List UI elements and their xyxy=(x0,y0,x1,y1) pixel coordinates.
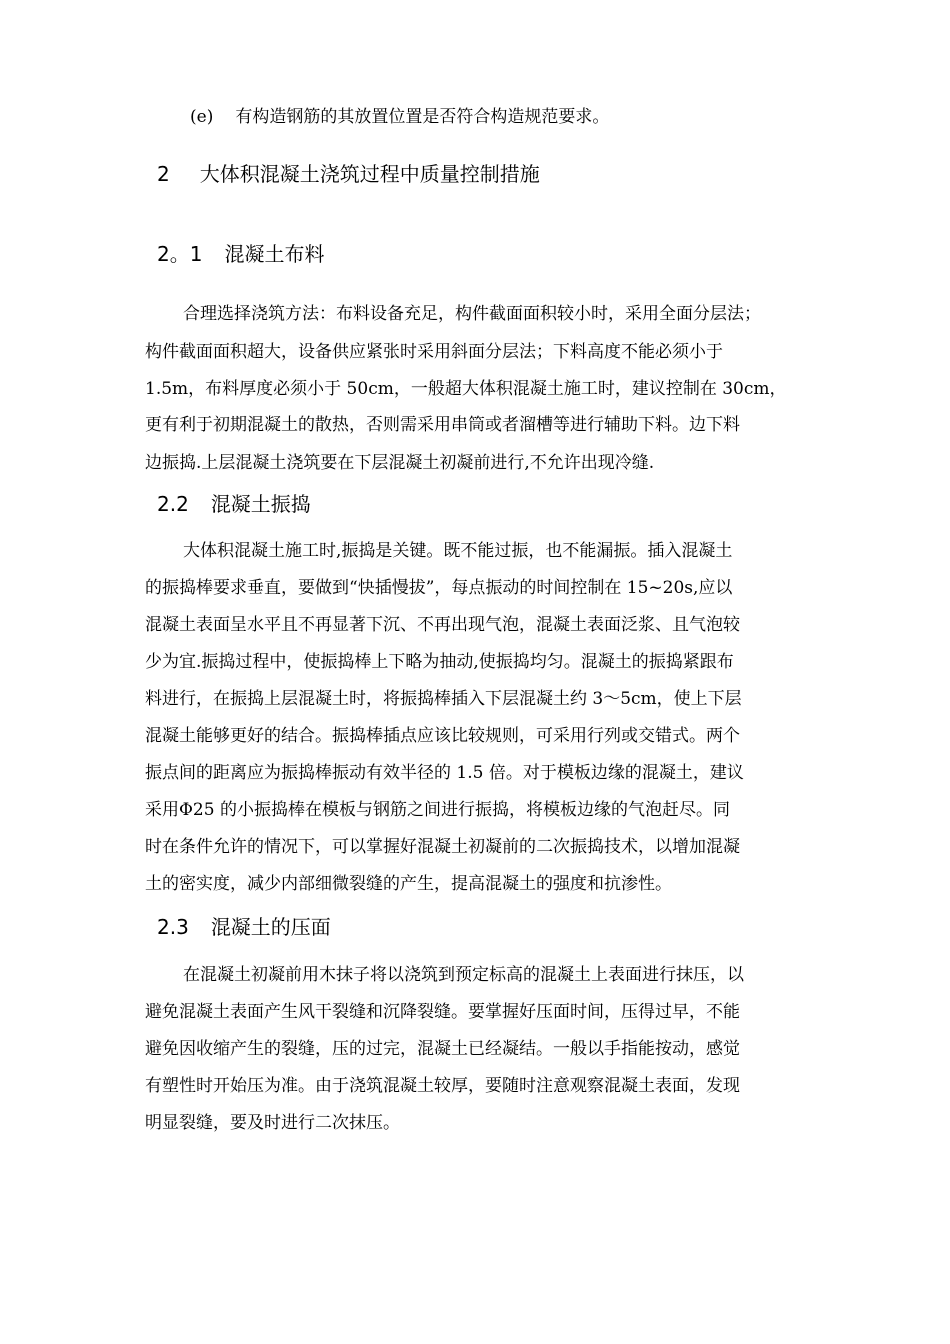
paragraph-line: 避免因收缩产生的裂缝，压的过完，混凝土已经凝结。一般以手指能按动，感觉 xyxy=(145,1039,740,1059)
paragraph-line: 避免混凝土表面产生风干裂缝和沉降裂缝。要掌握好压面时间，压得过早，不能 xyxy=(145,1002,740,1022)
paragraph-line: 1.5m，布料厚度必须小于 50cm，一般超大体积混凝土施工时，建议控制在 30cm， xyxy=(145,379,787,399)
paragraph-line: 有塑性时开始压为准。由于浇筑混凝土较厚，要随时注意观察混凝土表面，发现 xyxy=(145,1076,740,1096)
paragraph-line: 在混凝土初凝前用木抹子将以浇筑到预定标高的混凝土上表面进行抹压，以 xyxy=(183,965,744,985)
paragraph-line: 合理选择浇筑方法：布料设备充足，构件截面面积较小时，采用全面分层法； xyxy=(183,304,761,324)
list-item-e xyxy=(190,106,609,128)
paragraph-line: 的振捣棒要求垂直，要做到“快插慢拔”，每点振动的时间控制在 15~20s,应以 xyxy=(145,578,733,598)
section-title: 大体积混凝土浇筑过程中质量控制措施 xyxy=(199,162,540,186)
list-item-text: 有构造钢筋的其放置位置是否符合构造规范要求。 xyxy=(235,107,610,127)
paragraph-line: 更有利于初期混凝土的散热，否则需采用串筒或者溜槽等进行辅助下料。边下料 xyxy=(145,415,740,435)
subsection-title: 混凝土振捣 xyxy=(210,492,311,516)
subsection-number: 2.3 xyxy=(157,915,189,939)
subsection-heading-2-2 xyxy=(157,491,311,517)
paragraph-line: 振点间的距离应为振捣棒振动有效半径的 1.5 倍。对于模板边缘的混凝土，建议 xyxy=(145,763,744,783)
paragraph-line: 明显裂缝，要及时进行二次抹压。 xyxy=(145,1113,400,1133)
subsection-title: 混凝土的压面 xyxy=(210,915,331,939)
paragraph-line: 大体积混凝土施工时,振捣是关键。既不能过振，也不能漏振。插入混凝土 xyxy=(183,541,733,561)
paragraph-line: 构件截面面积超大，设备供应紧张时采用斜面分层法；下料高度不能必须小于 xyxy=(145,342,723,362)
subsection-number: 2.2 xyxy=(157,492,189,516)
paragraph-line: 时在条件允许的情况下，可以掌握好混凝土初凝前的二次振捣技术，以增加混凝 xyxy=(145,837,740,857)
subsection-number: 2。1 xyxy=(157,242,203,266)
subsection-heading-2-1 xyxy=(157,241,324,267)
section-heading-2 xyxy=(157,161,540,187)
subsection-title: 混凝土布料 xyxy=(224,242,325,266)
paragraph-line: 混凝土表面呈水平且不再显著下沉、不再出现气泡，混凝土表面泛浆、且气泡较 xyxy=(145,615,740,635)
paragraph-line: 混凝土能够更好的结合。振捣棒插点应该比较规则，可采用行列或交错式。两个 xyxy=(145,726,740,746)
paragraph-line: 边振捣.上层混凝土浇筑要在下层混凝土初凝前进行,不允许出现冷缝. xyxy=(145,453,655,473)
paragraph-line: 采用Φ25 的小振捣棒在模板与钢筋之间进行振捣，将模板边缘的气泡赶尽。同 xyxy=(145,800,730,820)
list-marker: (e) xyxy=(190,107,214,127)
section-number: 2 xyxy=(157,162,170,186)
paragraph-line: 少为宜.振捣过程中，使振捣棒上下略为抽动,使振捣均匀。混凝土的振捣紧跟布 xyxy=(145,652,734,672)
subsection-heading-2-3 xyxy=(157,914,331,940)
paragraph-line: 料进行，在振捣上层混凝土时，将振捣棒插入下层混凝土约 3～5cm，使上下层 xyxy=(145,689,742,709)
paragraph-line: 土的密实度，减少内部细微裂缝的产生，提高混凝土的强度和抗渗性。 xyxy=(145,874,672,894)
